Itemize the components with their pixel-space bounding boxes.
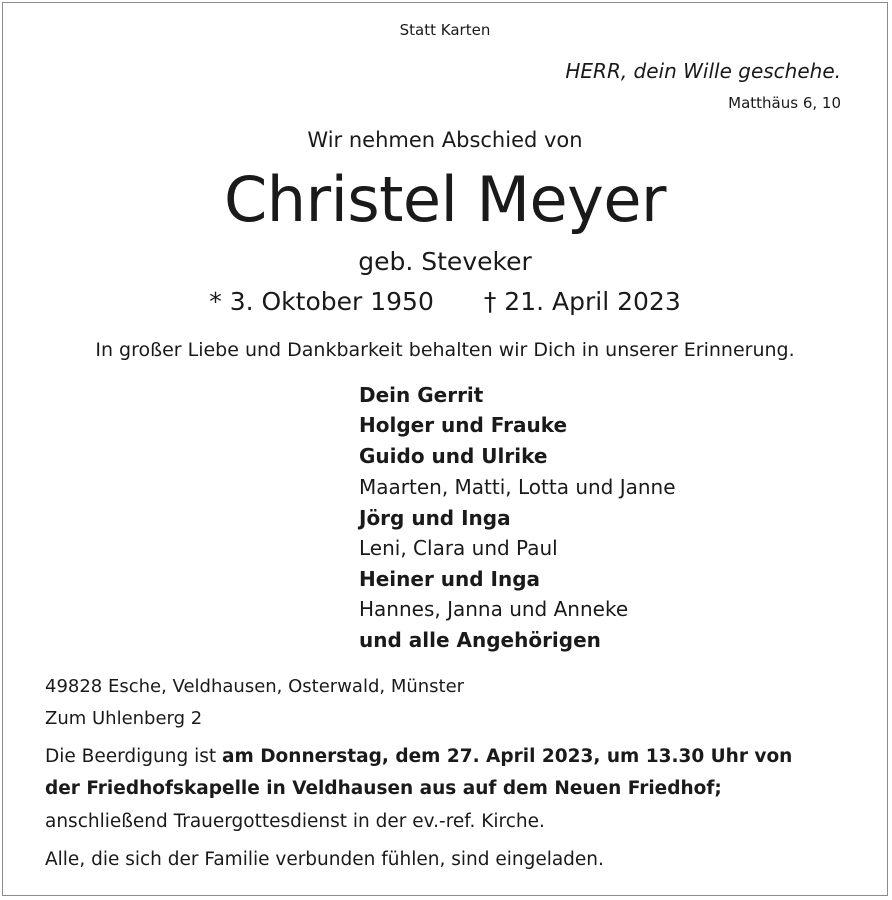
funeral-lead: Die Beerdigung ist bbox=[45, 746, 222, 767]
invitation-line: Alle, die sich der Familie verbunden fühlen, sind eingeladen. bbox=[45, 849, 604, 870]
bible-quote: HERR, dein Wille geschehe. bbox=[565, 59, 841, 83]
funeral-line-2 bbox=[45, 778, 722, 799]
funeral-date-time: am Donnerstag, dem 27. April 2023, um 13.30 Uhr von bbox=[222, 746, 793, 767]
family-line: Hannes, Janna und Anneke bbox=[359, 597, 629, 621]
funeral-location: der Friedhofskapelle in Veldhausen aus auf dem Neuen Friedhof; bbox=[45, 778, 722, 799]
address-line-2: Zum Uhlenberg 2 bbox=[45, 708, 203, 729]
obituary-card bbox=[2, 2, 888, 896]
death-date: † 21. April 2023 bbox=[483, 287, 681, 316]
family-line: und alle Angehörigen bbox=[359, 628, 601, 652]
family-line: Guido und Ulrike bbox=[359, 444, 548, 468]
maiden-name: geb. Steveker bbox=[358, 247, 532, 276]
family-line: Heiner und Inga bbox=[359, 567, 541, 591]
statt-karten-label: Statt Karten bbox=[399, 21, 491, 39]
family-line: Leni, Clara und Paul bbox=[359, 536, 558, 560]
memory-line: In großer Liebe und Dankbarkeit behalten wir Dich in unserer Erinnerung. bbox=[95, 339, 795, 361]
funeral-line-1 bbox=[45, 746, 792, 767]
life-dates bbox=[3, 287, 887, 316]
bible-quote-reference: Matthäus 6, 10 bbox=[728, 94, 841, 112]
family-line: Holger und Frauke bbox=[359, 413, 568, 437]
birth-date: * 3. Oktober 1950 bbox=[209, 287, 434, 316]
family-line: Maarten, Matti, Lotta und Janne bbox=[359, 475, 676, 499]
deceased-name: Christel Meyer bbox=[224, 163, 666, 236]
intro-text: Wir nehmen Abschied von bbox=[307, 128, 583, 152]
address-line-1: 49828 Esche, Veldhausen, Osterwald, Münster bbox=[45, 676, 465, 697]
family-line: Dein Gerrit bbox=[359, 383, 484, 407]
family-line: Jörg und Inga bbox=[359, 506, 511, 530]
funeral-line-3: anschließend Trauergottesdienst in der ev.-ref. Kirche. bbox=[45, 811, 545, 832]
